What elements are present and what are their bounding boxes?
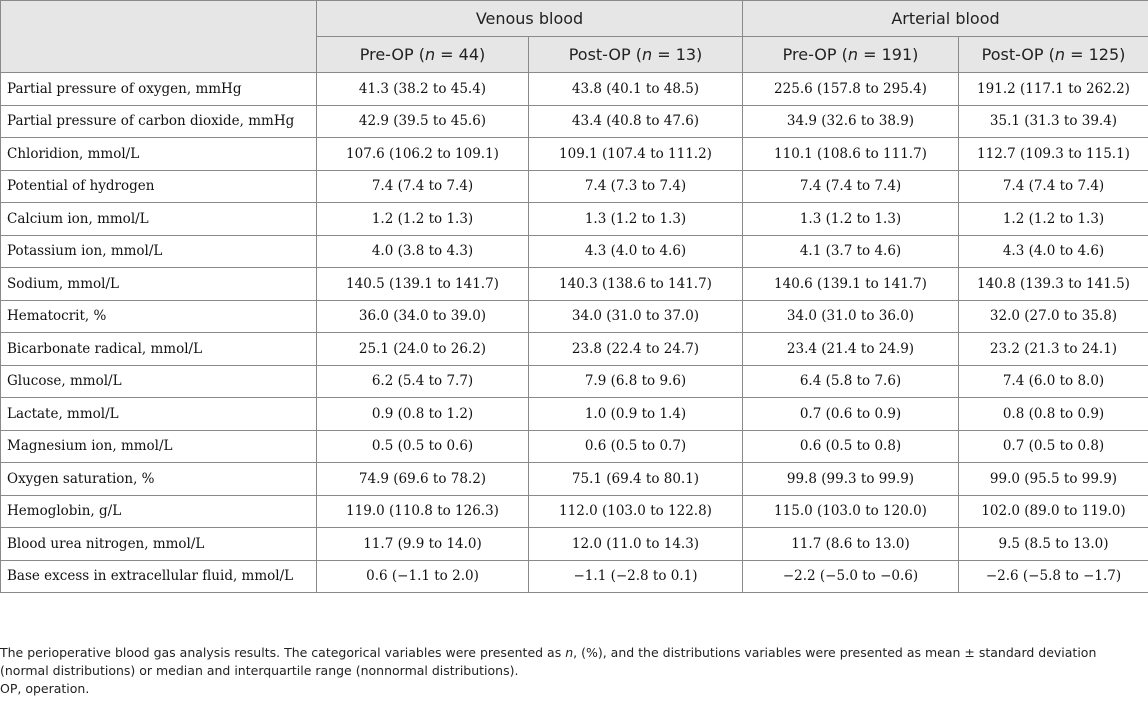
table-row <box>1 560 1148 593</box>
table-row <box>1 105 1148 138</box>
row-value-cell: 23.8 (22.4 to 24.7) <box>529 333 743 366</box>
row-value-cell: 99.8 (99.3 to 99.9) <box>743 463 959 496</box>
row-value-cell: 23.2 (21.3 to 24.1) <box>959 333 1148 366</box>
row-variable-label: Sodium, mmol/L <box>1 268 317 301</box>
row-value-cell: 110.1 (108.6 to 111.7) <box>743 138 959 171</box>
row-value-cell: 75.1 (69.4 to 80.1) <box>529 463 743 496</box>
row-value-cell: 23.4 (21.4 to 24.9) <box>743 333 959 366</box>
row-value-cell: 7.9 (6.8 to 9.6) <box>529 365 743 398</box>
header-group-venous: Venous blood <box>317 1 743 37</box>
header-col-arterial-postop: Post-OP (n = 125) <box>959 37 1148 73</box>
row-value-cell: 0.5 (0.5 to 0.6) <box>317 430 529 463</box>
table-footnote <box>0 644 1140 698</box>
table-row <box>1 495 1148 528</box>
row-value-cell: 4.3 (4.0 to 4.6) <box>959 235 1148 268</box>
table-row <box>1 528 1148 561</box>
footnote-description: The perioperative blood gas analysis results. The categorical variables were presented as n, (%), and the distributions variables were presented as mean ± standard deviation (normal distributions) or median and interquartile range (nonnormal distributions). <box>0 645 1097 678</box>
row-value-cell: 7.4 (6.0 to 8.0) <box>959 365 1148 398</box>
header-col-arterial-preop: Pre-OP (n = 191) <box>743 37 959 73</box>
row-value-cell: 140.5 (139.1 to 141.7) <box>317 268 529 301</box>
row-value-cell: 6.2 (5.4 to 7.7) <box>317 365 529 398</box>
row-value-cell: 140.3 (138.6 to 141.7) <box>529 268 743 301</box>
table-header <box>1 1 1148 73</box>
row-value-cell: −2.2 (−5.0 to −0.6) <box>743 560 959 593</box>
table-row <box>1 138 1148 171</box>
row-value-cell: 4.3 (4.0 to 4.6) <box>529 235 743 268</box>
table-row <box>1 235 1148 268</box>
row-value-cell: 0.7 (0.6 to 0.9) <box>743 398 959 431</box>
row-variable-label: Partial pressure of carbon dioxide, mmHg <box>1 105 317 138</box>
row-variable-label: Base excess in extracellular fluid, mmol/L <box>1 560 317 593</box>
header-corner-cell <box>1 1 317 73</box>
row-value-cell: 119.0 (110.8 to 126.3) <box>317 495 529 528</box>
row-value-cell: 43.8 (40.1 to 48.5) <box>529 73 743 106</box>
table-row <box>1 333 1148 366</box>
table-row <box>1 463 1148 496</box>
row-value-cell: 7.4 (7.3 to 7.4) <box>529 170 743 203</box>
row-variable-label: Glucose, mmol/L <box>1 365 317 398</box>
row-value-cell: 0.6 (−1.1 to 2.0) <box>317 560 529 593</box>
row-value-cell: 11.7 (9.9 to 14.0) <box>317 528 529 561</box>
row-value-cell: 1.2 (1.2 to 1.3) <box>317 203 529 236</box>
header-col-venous-postop: Post-OP (n = 13) <box>529 37 743 73</box>
row-value-cell: 7.4 (7.4 to 7.4) <box>743 170 959 203</box>
row-value-cell: 34.0 (31.0 to 37.0) <box>529 300 743 333</box>
row-value-cell: 41.3 (38.2 to 45.4) <box>317 73 529 106</box>
table-row <box>1 398 1148 431</box>
row-value-cell: −2.6 (−5.8 to −1.7) <box>959 560 1148 593</box>
row-variable-label: Potential of hydrogen <box>1 170 317 203</box>
row-variable-label: Blood urea nitrogen, mmol/L <box>1 528 317 561</box>
row-value-cell: 1.2 (1.2 to 1.3) <box>959 203 1148 236</box>
table-row <box>1 365 1148 398</box>
row-variable-label: Hemoglobin, g/L <box>1 495 317 528</box>
row-value-cell: 7.4 (7.4 to 7.4) <box>959 170 1148 203</box>
row-value-cell: 43.4 (40.8 to 47.6) <box>529 105 743 138</box>
row-value-cell: 140.8 (139.3 to 141.5) <box>959 268 1148 301</box>
row-value-cell: 140.6 (139.1 to 141.7) <box>743 268 959 301</box>
row-value-cell: 34.0 (31.0 to 36.0) <box>743 300 959 333</box>
row-variable-label: Bicarbonate radical, mmol/L <box>1 333 317 366</box>
row-variable-label: Lactate, mmol/L <box>1 398 317 431</box>
row-variable-label: Potassium ion, mmol/L <box>1 235 317 268</box>
row-value-cell: 4.1 (3.7 to 4.6) <box>743 235 959 268</box>
row-variable-label: Magnesium ion, mmol/L <box>1 430 317 463</box>
row-value-cell: 109.1 (107.4 to 111.2) <box>529 138 743 171</box>
row-value-cell: 25.1 (24.0 to 26.2) <box>317 333 529 366</box>
row-value-cell: 6.4 (5.8 to 7.6) <box>743 365 959 398</box>
row-value-cell: 1.0 (0.9 to 1.4) <box>529 398 743 431</box>
footnote-abbreviation: OP, operation. <box>0 681 90 696</box>
row-variable-label: Oxygen saturation, % <box>1 463 317 496</box>
row-value-cell: 107.6 (106.2 to 109.1) <box>317 138 529 171</box>
table-row <box>1 268 1148 301</box>
row-value-cell: 1.3 (1.2 to 1.3) <box>529 203 743 236</box>
row-value-cell: 112.0 (103.0 to 122.8) <box>529 495 743 528</box>
row-value-cell: −1.1 (−2.8 to 0.1) <box>529 560 743 593</box>
row-variable-label: Hematocrit, % <box>1 300 317 333</box>
table-row <box>1 203 1148 236</box>
row-value-cell: 11.7 (8.6 to 13.0) <box>743 528 959 561</box>
table-row <box>1 430 1148 463</box>
row-value-cell: 35.1 (31.3 to 39.4) <box>959 105 1148 138</box>
row-value-cell: 0.6 (0.5 to 0.8) <box>743 430 959 463</box>
row-value-cell: 115.0 (103.0 to 120.0) <box>743 495 959 528</box>
table-row <box>1 73 1148 106</box>
row-value-cell: 9.5 (8.5 to 13.0) <box>959 528 1148 561</box>
row-value-cell: 225.6 (157.8 to 295.4) <box>743 73 959 106</box>
table-row <box>1 170 1148 203</box>
header-group-arterial: Arterial blood <box>743 1 1148 37</box>
row-variable-label: Chloridion, mmol/L <box>1 138 317 171</box>
row-value-cell: 4.0 (3.8 to 4.3) <box>317 235 529 268</box>
row-value-cell: 7.4 (7.4 to 7.4) <box>317 170 529 203</box>
row-variable-label: Calcium ion, mmol/L <box>1 203 317 236</box>
row-value-cell: 1.3 (1.2 to 1.3) <box>743 203 959 236</box>
row-value-cell: 36.0 (34.0 to 39.0) <box>317 300 529 333</box>
row-value-cell: 34.9 (32.6 to 38.9) <box>743 105 959 138</box>
table-body <box>1 73 1148 593</box>
row-value-cell: 191.2 (117.1 to 262.2) <box>959 73 1148 106</box>
row-value-cell: 12.0 (11.0 to 14.3) <box>529 528 743 561</box>
table-row <box>1 300 1148 333</box>
row-value-cell: 0.6 (0.5 to 0.7) <box>529 430 743 463</box>
header-col-venous-preop: Pre-OP (n = 44) <box>317 37 529 73</box>
row-value-cell: 42.9 (39.5 to 45.6) <box>317 105 529 138</box>
row-value-cell: 99.0 (95.5 to 99.9) <box>959 463 1148 496</box>
row-value-cell: 0.9 (0.8 to 1.2) <box>317 398 529 431</box>
row-value-cell: 32.0 (27.0 to 35.8) <box>959 300 1148 333</box>
row-value-cell: 0.8 (0.8 to 0.9) <box>959 398 1148 431</box>
row-value-cell: 74.9 (69.6 to 78.2) <box>317 463 529 496</box>
row-value-cell: 102.0 (89.0 to 119.0) <box>959 495 1148 528</box>
row-variable-label: Partial pressure of oxygen, mmHg <box>1 73 317 106</box>
row-value-cell: 0.7 (0.5 to 0.8) <box>959 430 1148 463</box>
row-value-cell: 112.7 (109.3 to 115.1) <box>959 138 1148 171</box>
